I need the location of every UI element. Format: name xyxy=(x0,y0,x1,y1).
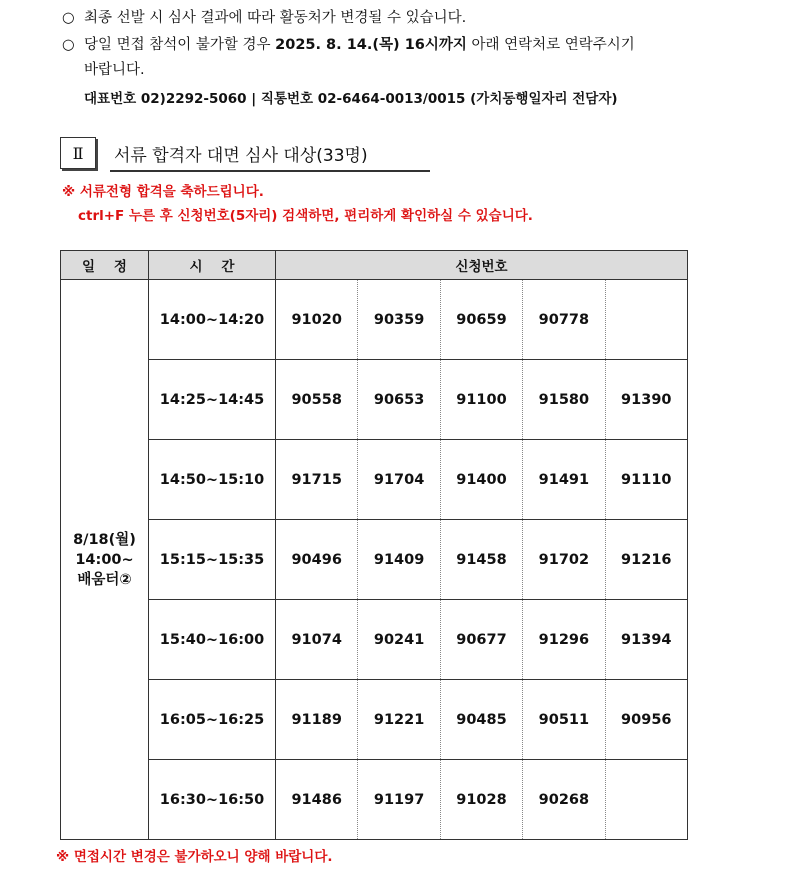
application-number: 91028 xyxy=(440,760,522,840)
application-number: 91486 xyxy=(276,760,358,840)
date-line3: 배움터② xyxy=(77,571,132,588)
contact-info: 대표번호 02)2292-5060 | 직통번호 02-6464-0013/0015 (가치동행일자리 전담자) xyxy=(84,91,618,107)
application-number: 91216 xyxy=(605,520,687,600)
application-number: 90268 xyxy=(523,760,605,840)
circle-bullet-icon: ○ xyxy=(62,37,75,53)
application-number: 90677 xyxy=(440,600,522,680)
application-number: 91491 xyxy=(523,440,605,520)
time-slot: 16:05~16:25 xyxy=(149,680,276,760)
time-slot: 14:25~14:45 xyxy=(149,360,276,440)
congrats-note: ※ 서류전형 합격을 축하드립니다. xyxy=(62,184,264,200)
application-number: 90653 xyxy=(358,360,440,440)
application-number: 91409 xyxy=(358,520,440,600)
date-line1: 8/18(월) xyxy=(73,531,136,548)
application-number: 90659 xyxy=(440,280,522,360)
schedule-table xyxy=(60,250,688,840)
notice-2-text-before: 당일 면접 참석이 불가할 경우 xyxy=(84,37,276,53)
notice-1-text: 최종 선발 시 심사 결과에 따라 활동처가 변경될 수 있습니다. xyxy=(84,10,467,26)
table-row xyxy=(61,440,688,520)
time-slot: 14:00~14:20 xyxy=(149,280,276,360)
circle-bullet-icon: ○ xyxy=(62,10,75,26)
application-number: 91702 xyxy=(523,520,605,600)
notice-2-continued: 바랍니다. xyxy=(84,62,145,78)
application-number: 91221 xyxy=(358,680,440,760)
application-number: 90511 xyxy=(523,680,605,760)
header-application-number: 신청번호 xyxy=(276,251,688,280)
application-number: 90359 xyxy=(358,280,440,360)
time-slot: 14:50~15:10 xyxy=(149,440,276,520)
application-number: 91110 xyxy=(605,440,687,520)
application-number: 91296 xyxy=(523,600,605,680)
time-slot: 16:30~16:50 xyxy=(149,760,276,840)
application-number: 90558 xyxy=(276,360,358,440)
header-date: 일 정 xyxy=(61,251,149,280)
application-number: 91394 xyxy=(605,600,687,680)
table-row xyxy=(61,520,688,600)
application-number: 91189 xyxy=(276,680,358,760)
application-number: 90485 xyxy=(440,680,522,760)
application-number: 91715 xyxy=(276,440,358,520)
application-number: 91020 xyxy=(276,280,358,360)
application-number: 90778 xyxy=(523,280,605,360)
time-slot: 15:40~16:00 xyxy=(149,600,276,680)
application-number: 91197 xyxy=(358,760,440,840)
search-tip: ctrl+F 누른 후 신청번호(5자리) 검색하면, 편리하게 확인하실 수 있습니다. xyxy=(78,208,533,224)
table-row xyxy=(61,760,688,840)
schedule-date xyxy=(61,280,149,840)
table-row xyxy=(61,360,688,440)
table-row xyxy=(61,680,688,760)
section-title: 서류 합격자 대면 심사 대상(33명) xyxy=(110,141,430,172)
application-number: 91390 xyxy=(605,360,687,440)
application-number: 90241 xyxy=(358,600,440,680)
table-header-row xyxy=(61,251,688,280)
application-number xyxy=(605,760,687,840)
application-number: 91704 xyxy=(358,440,440,520)
application-number: 91074 xyxy=(276,600,358,680)
application-number: 90496 xyxy=(276,520,358,600)
application-number xyxy=(605,280,687,360)
header-time: 시 간 xyxy=(149,251,276,280)
application-number: 90956 xyxy=(605,680,687,760)
notice-2-text-after: 아래 연락처로 연락주시기 xyxy=(466,37,635,53)
section-number: Ⅱ xyxy=(60,137,96,169)
time-slot: 15:15~15:35 xyxy=(149,520,276,600)
application-number: 91100 xyxy=(440,360,522,440)
notice-1 xyxy=(62,8,466,28)
table-row xyxy=(61,600,688,680)
application-number: 91458 xyxy=(440,520,522,600)
notice-2 xyxy=(62,35,635,55)
footer-note: ※ 면접시간 변경은 불가하오니 양해 바랍니다. xyxy=(56,849,333,865)
date-line2: 14:00~ xyxy=(75,551,134,568)
application-number: 91400 xyxy=(440,440,522,520)
application-number: 91580 xyxy=(523,360,605,440)
deadline-text: 2025. 8. 14.(목) 16시까지 xyxy=(275,37,467,53)
table-row xyxy=(61,280,688,360)
